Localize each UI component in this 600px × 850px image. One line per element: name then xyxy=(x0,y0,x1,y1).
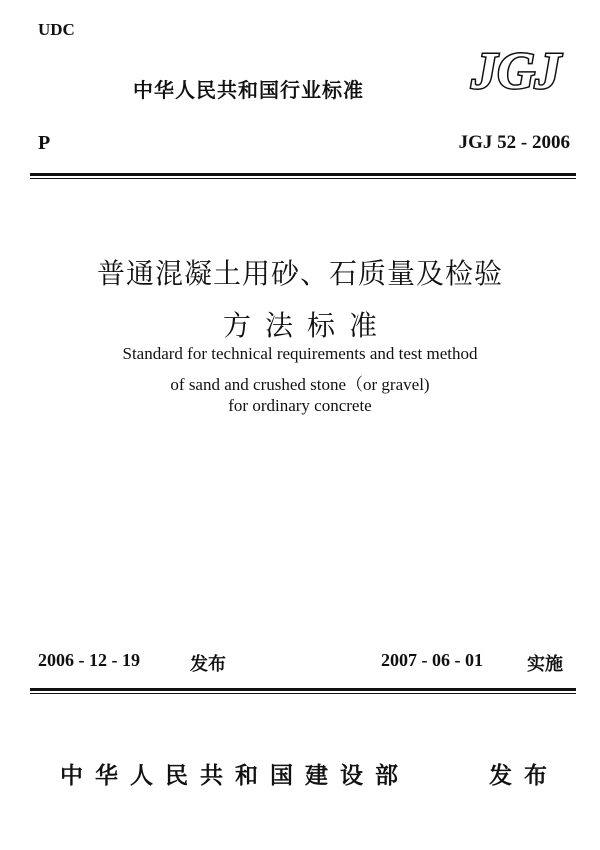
implementation-label: 实施 xyxy=(527,654,563,675)
title-chinese-line-2: 方法标准 xyxy=(222,309,391,342)
classification-code: P xyxy=(38,132,51,154)
issue-date: 2006 - 12 - 19 xyxy=(38,650,140,670)
header-divider-thick xyxy=(30,173,576,176)
title-english-line-1: Standard for technical requirements and test method xyxy=(122,344,478,363)
industry-standard-heading: 中华人民共和国行业标准 xyxy=(133,78,364,102)
jgj-logo-text: JGJ xyxy=(471,43,561,98)
issue-label: 发布 xyxy=(190,654,226,675)
title-chinese-line-1: 普通混凝土用砂、石质量及检验 xyxy=(96,257,503,290)
header-divider-thin xyxy=(30,178,576,179)
footer-divider-thick xyxy=(30,688,576,691)
title-english-line-2: of sand and crushed stone（or gravel) xyxy=(170,375,430,394)
issuing-authority: 中华人民共和国建设部 xyxy=(60,763,410,789)
standard-number: JGJ 52 - 2006 xyxy=(458,132,570,153)
implementation-date: 2007 - 06 - 01 xyxy=(381,650,483,670)
jgj-logo xyxy=(460,38,572,98)
title-english-line-3: for ordinary concrete xyxy=(228,396,372,415)
udc-label: UDC xyxy=(38,20,75,39)
footer-divider-thin xyxy=(30,693,576,694)
issuing-action-label: 发布 xyxy=(489,763,559,789)
